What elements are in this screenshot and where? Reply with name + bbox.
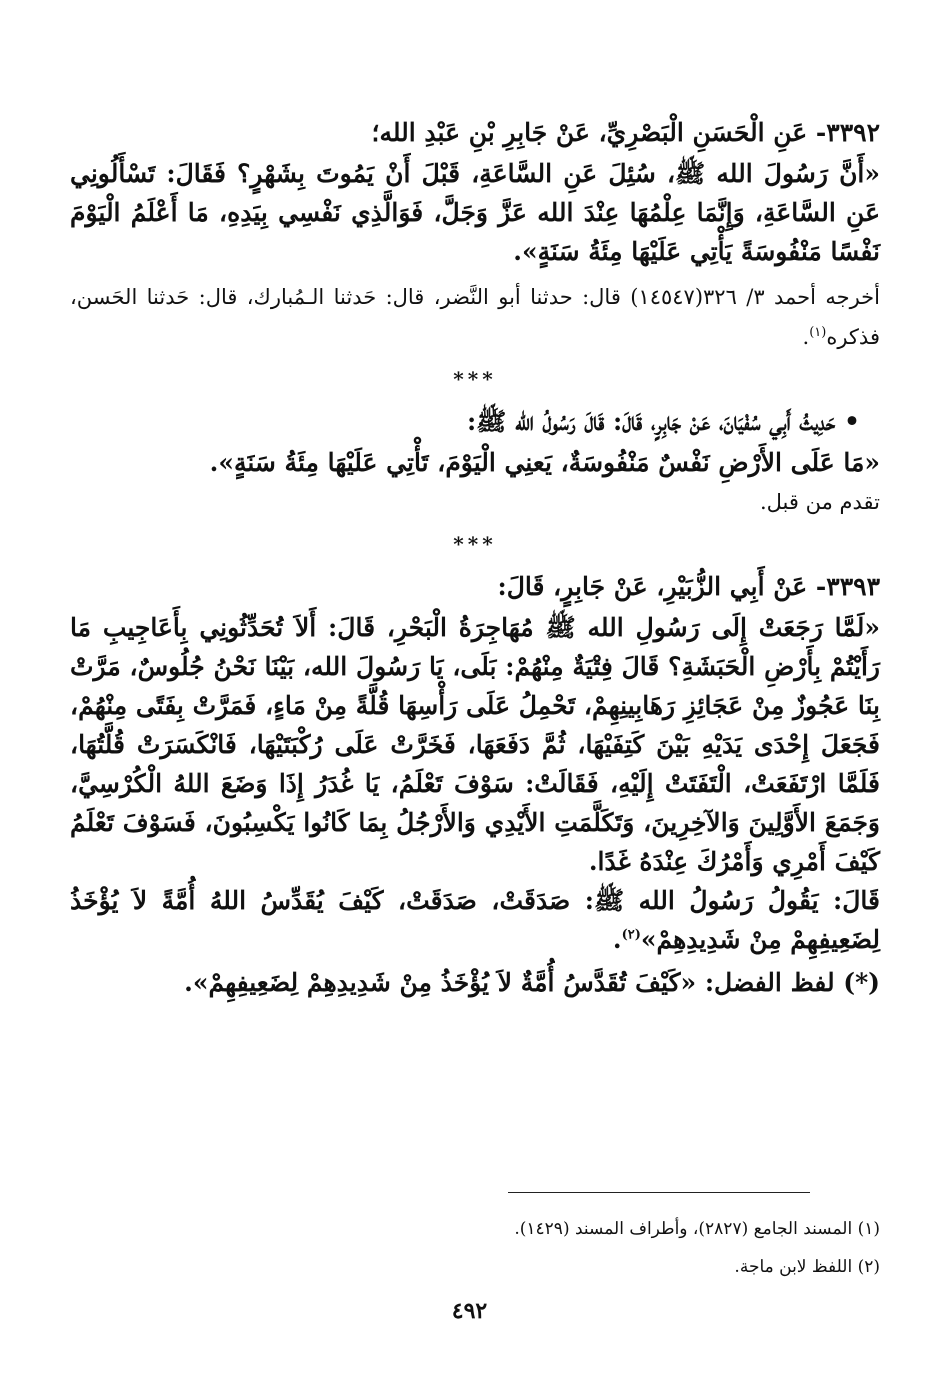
- footnotes: [70, 1210, 880, 1286]
- section-separator-stars-2: ***: [453, 532, 497, 556]
- hadith-3393-variant: (*) لفظ الفضل: «كَيْفَ تُقَدَّسُ أُمَّةٌ لاَ يُؤْخَذُ مِنْ شَدِيدِهِمْ لِضَعِيفِهِمْ».: [184, 968, 880, 997]
- page-number: ٤٩٢: [451, 1298, 488, 1324]
- hadith-3392-text: «أَنَّ رَسُولَ الله ﷺ، سُئِلَ عَنِ السَّاعَةِ، قَبْلَ أَنْ يَمُوتَ بِشَهْرٍ؟ فَقَالَ: تَسْأَلُونِي عَنِ السَّاعَةِ، وَإِنَّمَا عِلْمُهَا عِنْدَ الله عَزَّ وَجَلَّ، فَوَالَّذِي نَفْسِي بِيَدِهِ، مَا أَعْلَمُ الْيَوْمَ نَفْسًا مَنْفُوسَةً يَأْتِي عَلَيْهَا مِئَةُ سَنَةٍ».: [70, 159, 880, 266]
- hadith-3393-heading: ٣٣٩٣- عَنْ أَبِي الزُّبَيْرِ، عَنْ جَابِرٍ، قَالَ:: [497, 572, 880, 601]
- footnote-1: (١) المسند الجامع (٢٨٢٧)، وأطراف المسند (١٤٢٩).: [514, 1219, 880, 1239]
- abu-sufyan-heading: [70, 401, 880, 443]
- hadith-3393-text-2-body: قَالَ: يَقُولُ رَسُولُ الله ﷺ: صَدَقَتْ، صَدَقَتْ، كَيْفَ يُقَدِّسُ اللهُ أُمَّةً لاَ يُؤْخَذُ لِضَعِيفِهِمْ مِنْ شَدِيدِهِمْ»: [70, 886, 880, 954]
- abu-sufyan-text: «مَا عَلَى الأَرْضِ نَفْسٌ مَنْفُوسَةٌ، يَعنِي الْيَوْمَ، تَأْتِي عَلَيْهَا مِئَةُ سَنَةٍ».: [209, 448, 880, 477]
- footnote-ref-2[interactable]: (٢): [621, 927, 641, 943]
- hadith-3392-heading: ٣٣٩٢- عَنِ الْحَسَنِ الْبَصْرِيِّ، عَنْ جَابِرِ بْنِ عَبْدِ الله؛: [371, 118, 880, 147]
- takhrij-text: أخرجه أحمد ٣/ ٣٢٦(١٤٥٤٧) قال: حدثنا أبو النَّضر، قال: حَدثنا الـمُبارك، قال: حَدثنا الحَسن، فذكره: [70, 285, 880, 349]
- footnote-ref-1[interactable]: (١): [809, 325, 827, 340]
- hadith-3393-text: «لَمَّا رَجَعَتْ إِلَى رَسُولِ الله ﷺ مُهَاجِرَةُ الْبَحْرِ، قَالَ: أَلاَ تُحَدِّثُونِي بِأَعَاجِيبِ مَا رَأَيْتُمْ بِأَرْضِ الْحَبَشَةِ؟ قَالَ فِتْيَةٌ مِنْهُمْ: بَلَى، يَا رَسُولَ الله، بَيْنَا نَحْنُ جُلُوسٌ، مَرَّتْ بِنَا عَجُوزٌ مِنْ عَجَائِزِ رَهَابِينِهِمْ، تَحْمِلُ عَلَى رَأْسِهَا قُلَّةً مِنْ مَاءٍ، فَمَرَّتْ بِفَتًى مِنْهُمْ، فَجَعَلَ إِحْدَى يَدَيْهِ بَيْنَ كَتِفَيْهَا، ثُمَّ دَفَعَهَا، فَخَرَّتْ عَلَى رُكْبَتَيْهَا، فَانْكَسَرَتْ قُلَّتُهَا، فَلَمَّا ارْتَفَعَتْ، الْتَفَتَتْ إِلَيْهِ، فَقَالَتْ: سَوْفَ تَعْلَمُ، يَا غُدَرُ إِذَا وَضَعَ اللهُ الْكُرْسِيَّ، وَجَمَعَ الأَوَّلِينَ وَالآخِرِينَ، وَتَكَلَّمَتِ الأَيْدِي وَالأَرْجُلُ بِمَا كَانُوا يَكْسِبُونَ، فَسَوْفَ تَعْلَمُ كَيْفَ أَمْرِي وَأَمْرُكَ عِنْدَهُ غَدًا.: [70, 613, 880, 876]
- hadith-3392-takhrij: [70, 277, 880, 357]
- section-separator-stars: ***: [453, 367, 497, 391]
- footnote-separator: [508, 1192, 810, 1193]
- bullet-icon: •: [844, 407, 860, 436]
- abu-sufyan-heading-text: حَدِيثُ أَبِي سُفْيَانَ، عَنْ جَابِرٍ، قَالَ: قَالَ رَسُولُ الله ﷺ:: [466, 407, 836, 436]
- abu-sufyan-note: تقدم من قبل.: [759, 490, 880, 514]
- page-body: [70, 112, 880, 1002]
- footnote-2: (٢) اللفظ لابن ماجة.: [734, 1257, 880, 1277]
- hadith-3393-text-2-end: .: [612, 925, 622, 954]
- takhrij-end: .: [802, 325, 810, 349]
- hadith-3393-text-2: [70, 881, 880, 959]
